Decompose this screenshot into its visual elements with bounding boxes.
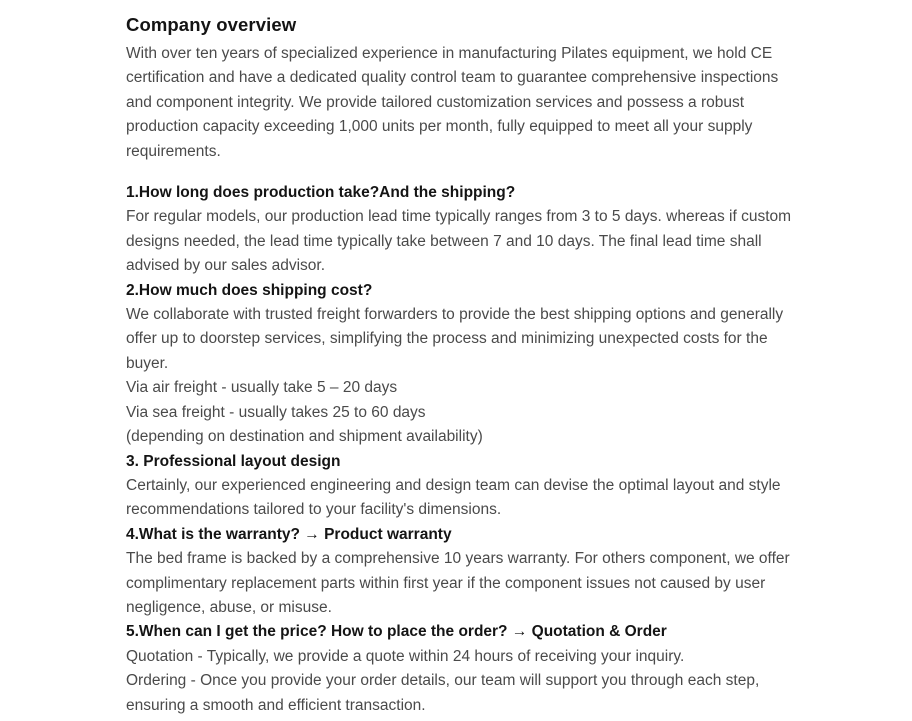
faq-answer: We collaborate with trusted freight forwarders to provide the best shipping options and generally offer up to doorstep services, simplifying the process and minimizing unexpected costs for the buyer.	[126, 306, 784, 372]
faq-answer-air-freight: Via air freight - usually take 5 – 20 days	[126, 379, 398, 397]
faq-item-shipping-cost	[126, 279, 802, 450]
intro-paragraph: With over ten years of specialized experience in manufacturing Pilates equipment, we hold CE certification and have a dedicated quality control team to guarantee comprehensive inspections and component integrity. We provide tailored customization services and possess a robust production capacity exceeding 1,000 units per month, fully equipped to meet all your supply requirements.	[126, 45, 779, 160]
faq-item-warranty	[126, 523, 802, 621]
faq-answer-sea-freight: Via sea freight - usually takes 25 to 60 days	[126, 403, 426, 421]
faq-answer: For regular models, our production lead time typically ranges from 3 to 5 days. whereas if custom designs needed, the lead time typically take between 7 and 10 days. The final lead time shall advised by our sales advisor.	[126, 208, 792, 275]
faq-answer: The bed frame is backed by a comprehensive 10 years warranty. For others component, we offer complimentary replacement parts within first year if the component issues not caused by user negligence, abuse, or misuse.	[126, 550, 790, 616]
faq-list	[126, 181, 802, 718]
company-overview-document	[126, 0, 802, 718]
faq-answer-quotation: Quotation - Typically, we provide a quote within 24 hours of receiving your inquiry.	[126, 647, 685, 665]
faq-question: 3. Professional layout design	[126, 452, 341, 470]
page-title: Company overview	[126, 14, 297, 35]
faq-answer: Certainly, our experienced engineering and design team can devise the optimal layout and style recommendations tailored to your facility's dimensions.	[126, 476, 781, 519]
faq-item-production-time	[126, 181, 802, 279]
faq-question: 4.What is the warranty? → Product warranty	[126, 525, 452, 543]
faq-question: 1.How long does production take?And the shipping?	[126, 184, 516, 202]
faq-question: 2.How much does shipping cost?	[126, 281, 373, 299]
faq-answer-ordering: Ordering - Once you provide your order details, our team will support you through each step, ensuring a smooth and efficient transaction.	[126, 672, 760, 714]
faq-answer-note: (depending on destination and shipment availability)	[126, 428, 483, 446]
faq-item-layout-design	[126, 450, 802, 523]
faq-question: 5.When can I get the price? How to place the order? → Quotation & Order	[126, 623, 667, 641]
faq-item-quotation-order	[126, 620, 802, 718]
